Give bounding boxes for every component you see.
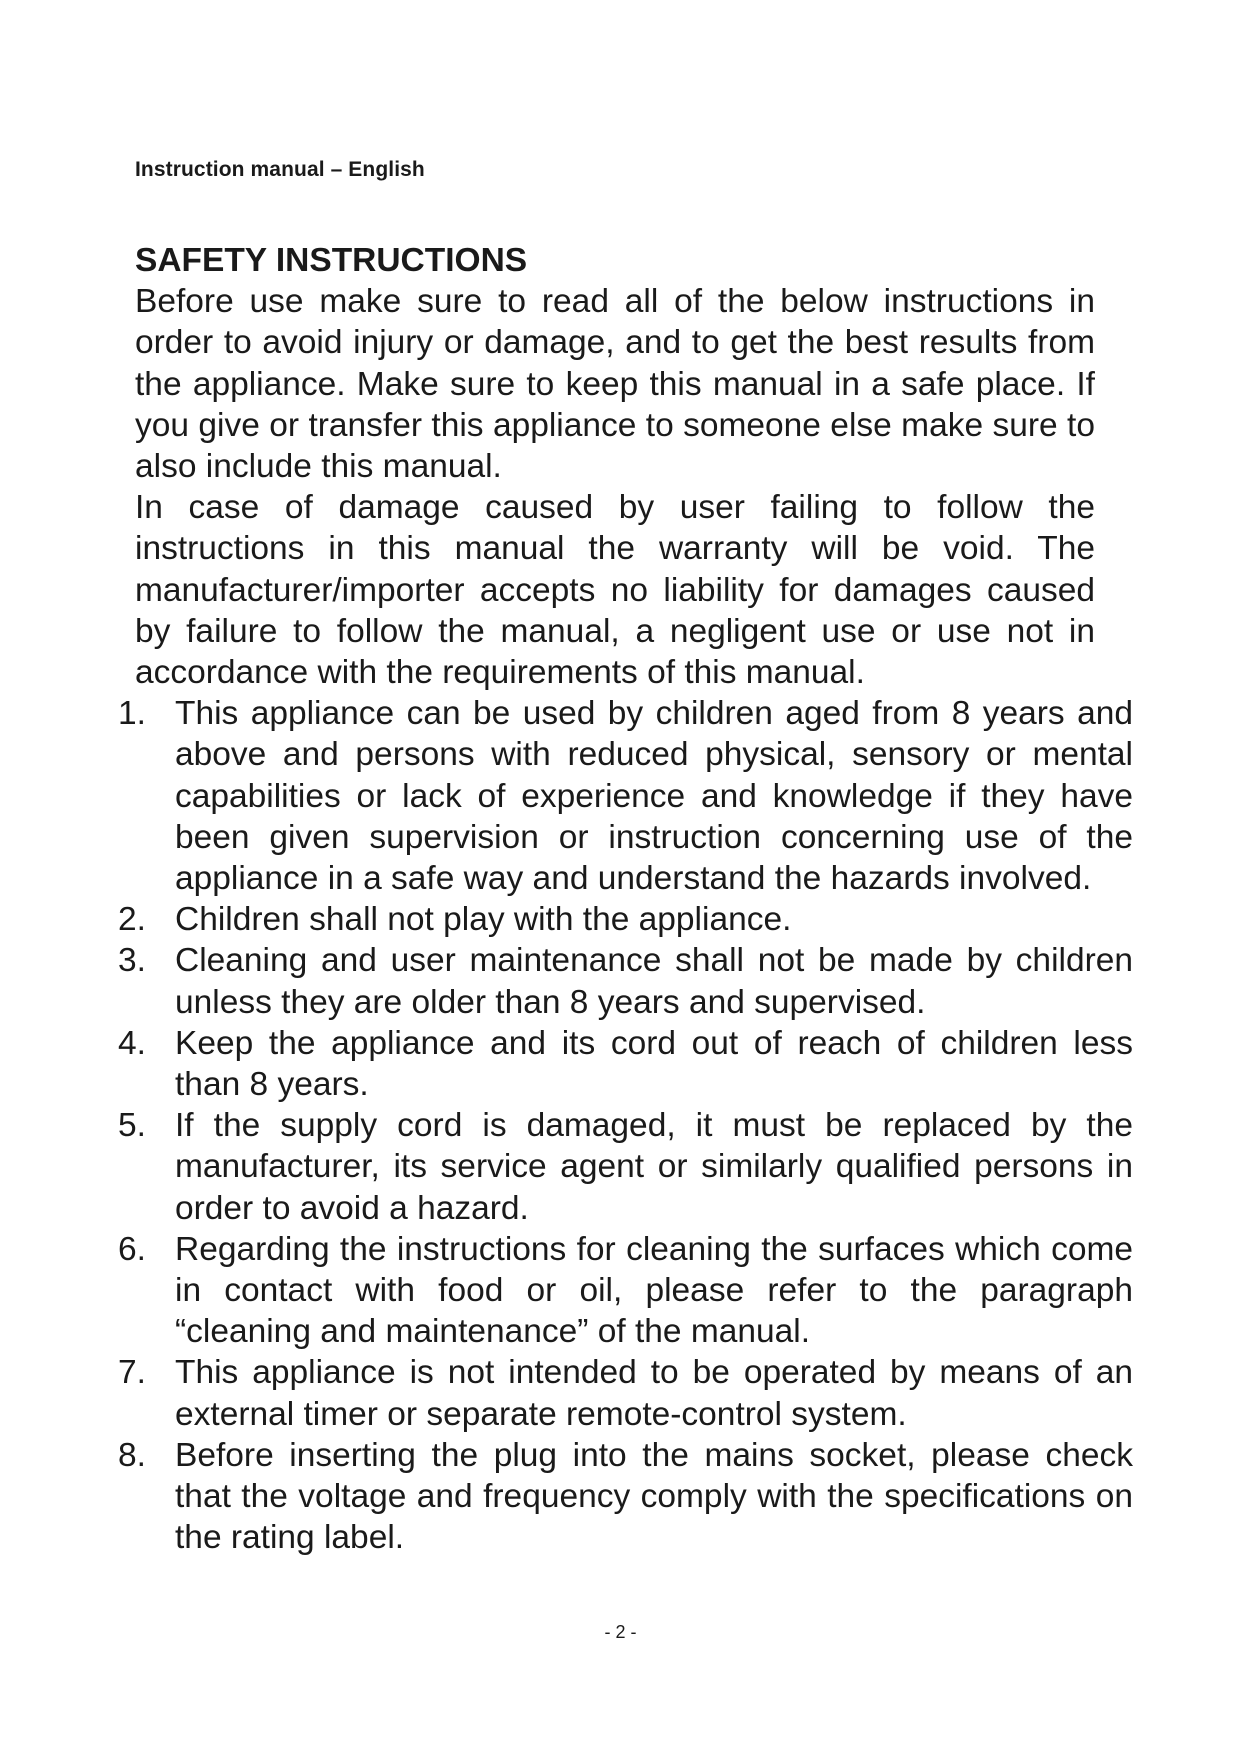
- list-item: [118, 1105, 1133, 1229]
- list-text: Before inserting the plug into the mains socket, please check that the voltage and frequency comply with the specifications on the rating label.: [175, 1436, 1133, 1557]
- list-item: [118, 1352, 1133, 1434]
- list-text: This appliance can be used by children aged from 8 years and above and persons with reduced physical, sensory or mental capabilities or lack of experience and knowledge if they have been given supervision or instruction concerning use of the appliance in a safe way and understand the hazards involved.: [175, 695, 1133, 898]
- list-number: 3.: [118, 942, 146, 980]
- list-text: This appliance is not intended to be operated by means of an external timer or separate remote-control system.: [175, 1354, 1133, 1433]
- list-number: 2.: [118, 901, 146, 939]
- list-text: Regarding the instructions for cleaning the surfaces which come in contact with food or oil, please refer to the paragraph “cleaning and maintenance” of the manual.: [175, 1230, 1133, 1351]
- list-number: 7.: [118, 1354, 146, 1392]
- list-number: 6.: [118, 1230, 146, 1268]
- list-number: 1.: [118, 695, 146, 733]
- list-item: [118, 1229, 1133, 1353]
- running-header: Instruction manual – English: [135, 158, 425, 181]
- warranty-paragraph: In case of damage caused by user failing to follow the instructions in this manual the warranty will be void. The manufacturer/importer accepts no liability for damages caused by failure to follow the manual, a negligent use or use not in accordance with the requirements of this manual.: [135, 489, 1095, 692]
- page-number: - 2 -: [604, 1622, 637, 1642]
- list-number: 4.: [118, 1024, 146, 1062]
- list-item: [118, 940, 1133, 1022]
- list-text: If the supply cord is damaged, it must be replaced by the manufacturer, its service agent or similarly qualified persons in order to avoid a hazard.: [175, 1107, 1133, 1227]
- safety-instructions-section: [118, 240, 1133, 1559]
- list-number: 8.: [118, 1436, 146, 1474]
- list-text: Cleaning and user maintenance shall not be made by children unless they are older than 8 years and supervised.: [175, 942, 1133, 1021]
- list-item: [118, 1023, 1133, 1105]
- section-title: SAFETY INSTRUCTIONS: [135, 242, 528, 279]
- list-text: Keep the appliance and its cord out of reach of children less than 8 years.: [175, 1024, 1133, 1104]
- safety-list: [118, 693, 1133, 1558]
- list-item: [118, 693, 1133, 899]
- list-text: Children shall not play with the appliance.: [175, 901, 792, 939]
- intro-paragraph: Before use make sure to read all of the below instructions in order to avoid injury or damage, and to get the best results from the appliance. Make sure to keep this manual in a safe place. If you give or transfer this appliance to someone else make sure to also include this manual.: [135, 283, 1095, 486]
- list-item: [118, 1435, 1133, 1559]
- list-item: [118, 899, 1133, 940]
- list-number: 5.: [118, 1107, 146, 1145]
